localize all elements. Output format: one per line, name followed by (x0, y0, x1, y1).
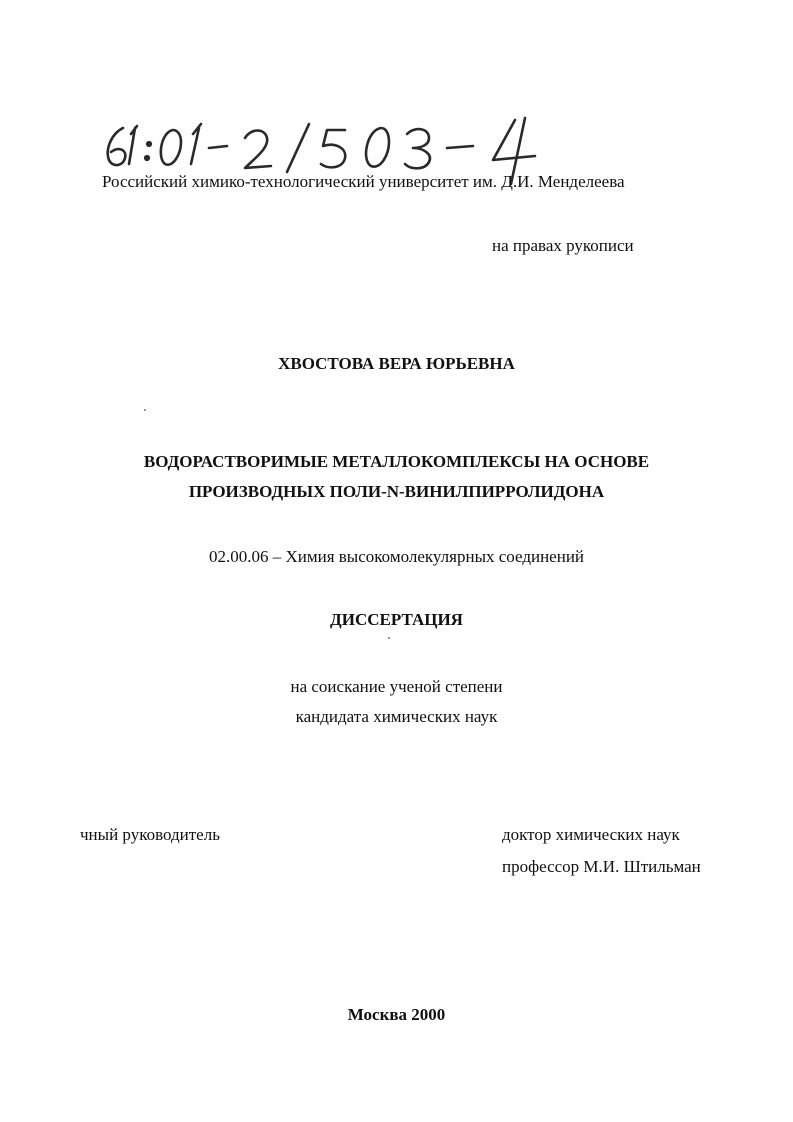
supervisor-name: профессор М.И. Штильман (502, 857, 701, 876)
dissertation-title-line-2: ПРОИЗВОДНЫХ ПОЛИ-N-ВИНИЛПИРРОЛИДОНА (188, 482, 605, 501)
supervisor-label: чный руководитель (80, 825, 220, 844)
rights-note: на правах рукописи (492, 236, 634, 255)
supervisor-degree: доктор химических наук (502, 825, 680, 844)
degree-line-2: кандидата химических наук (295, 707, 498, 726)
university-name: Российский химико-технологический университет им. Д.И. Менделеева (102, 172, 625, 191)
place-and-year: Москва 2000 (347, 1005, 446, 1024)
scan-speck (388, 637, 390, 639)
degree-line-1: на соискание ученой степени (290, 677, 503, 696)
scan-speck (144, 409, 146, 411)
dissertation-title-line-1: ВОДОРАСТВОРИМЫЕ МЕТАЛЛОКОМПЛЕКСЫ НА ОСНОВЕ (143, 452, 650, 471)
document-type: ДИССЕРТАЦИЯ (330, 610, 463, 629)
author-name: ХВОСТОВА ВЕРА ЮРЬЕВНА (278, 354, 515, 373)
specialty-code: 02.00.06 – Химия высокомолекулярных соединений (208, 547, 585, 566)
